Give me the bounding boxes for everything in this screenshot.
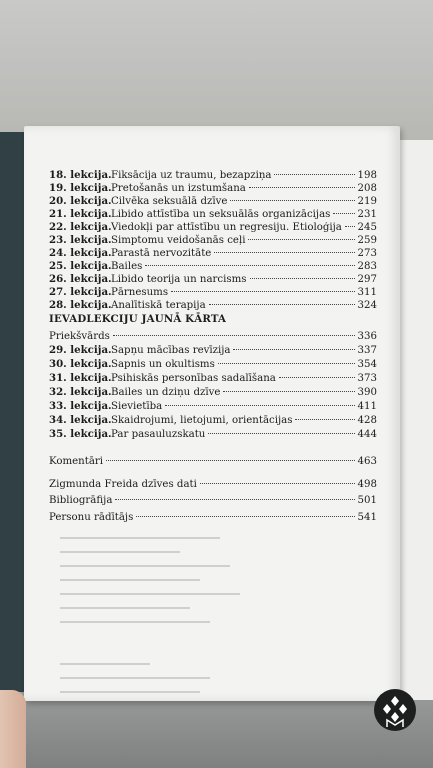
page-number: 337 [357, 345, 377, 356]
lecture-number: 19. lekcija. [49, 182, 112, 194]
lecture-title: Fiksācija uz traumu, bezapziņa [111, 170, 272, 181]
lecture-title: Pretošanās un izstumšana [111, 183, 246, 194]
section-title: Zigmunda Freida dzīves dati [49, 479, 197, 490]
lecture-title: Par pasauluzskatu [111, 429, 206, 440]
page-number: 373 [357, 373, 377, 384]
lecture-title: Simptomu veidošanās ceļi [111, 235, 246, 246]
page-number: 428 [357, 415, 377, 426]
section-title: Komentāri [49, 456, 104, 467]
lecture-number: 30. lekcija. [49, 358, 112, 370]
section-title: Bibliogrāfija [49, 495, 113, 506]
lecture-title: Parastā nervozitāte [111, 248, 212, 259]
page-number: 311 [357, 287, 377, 298]
watermark-logo-icon [372, 684, 418, 744]
lecture-number: 26. lekcija. [49, 273, 112, 285]
lecture-number: 33. lekcija. [49, 400, 112, 412]
lecture-number: 35. lekcija. [49, 428, 112, 440]
page-number: 245 [357, 222, 377, 233]
section-title: Personu rādītājs [49, 512, 134, 523]
section-heading: IEVADLEKCIJU JAUNĀ KĀRTA [49, 313, 227, 325]
thumb [0, 690, 26, 768]
page-number: 324 [357, 300, 377, 311]
lecture-number: 24. lekcija. [49, 247, 112, 259]
page-number: 208 [357, 183, 377, 194]
lecture-title: Libido teorija un narcisms [111, 274, 247, 285]
page-number: 541 [357, 512, 377, 523]
page-number: 390 [357, 387, 377, 398]
lecture-title: Cilvēka seksuālā dzīve [111, 196, 228, 207]
lecture-number: 25. lekcija. [49, 260, 112, 272]
page-number: 354 [357, 359, 377, 370]
lecture-title: Libido attīstība un seksuālās organizācijas [111, 209, 331, 220]
lecture-title: Sievietība [111, 401, 163, 412]
page-number: 444 [357, 429, 377, 440]
page-number: 297 [357, 274, 377, 285]
page-number: 283 [357, 261, 377, 272]
page-number: 198 [357, 170, 377, 181]
page-number: 498 [357, 479, 377, 490]
page-number: 219 [357, 196, 377, 207]
page-number: 259 [357, 235, 377, 246]
lecture-title: Viedokļi par attīstību un regresiju. Etioloģija [111, 222, 342, 233]
page-number: 273 [357, 248, 377, 259]
lecture-number: 34. lekcija. [49, 414, 112, 426]
page-number: 463 [357, 456, 377, 467]
lecture-title: Bailes [111, 261, 143, 272]
page-number: 231 [357, 209, 377, 220]
lecture-number: 21. lekcija. [49, 208, 112, 220]
page-number: 336 [357, 331, 377, 342]
lecture-number: 28. lekcija. [49, 299, 112, 311]
lecture-title: Sapnis un okultisms [111, 359, 215, 370]
lecture-number: 22. lekcija. [49, 221, 112, 233]
lecture-number: 29. lekcija. [49, 344, 112, 356]
lecture-title: Analītiskā terapija [111, 300, 206, 311]
lecture-number: 18. lekcija. [49, 169, 112, 181]
lecture-title: Skaidrojumi, lietojumi, orientācijas [111, 415, 293, 426]
lecture-title: Bailes un dziņu dzīve [111, 387, 221, 398]
page-number: 501 [357, 495, 377, 506]
lecture-number: 27. lekcija. [49, 286, 112, 298]
lecture-title: Sapņu mācības revīzija [111, 345, 231, 356]
lecture-title: Psihiskās personības sadalīšana [111, 373, 276, 384]
preface-title: Priekšvārds [49, 331, 110, 342]
lecture-title: Pārnesums [111, 287, 169, 298]
lecture-number: 32. lekcija. [49, 386, 112, 398]
lecture-number: 20. lekcija. [49, 195, 112, 207]
lecture-number: 23. lekcija. [49, 234, 112, 246]
lecture-number: 31. lekcija. [49, 372, 112, 384]
page-number: 411 [357, 401, 377, 412]
